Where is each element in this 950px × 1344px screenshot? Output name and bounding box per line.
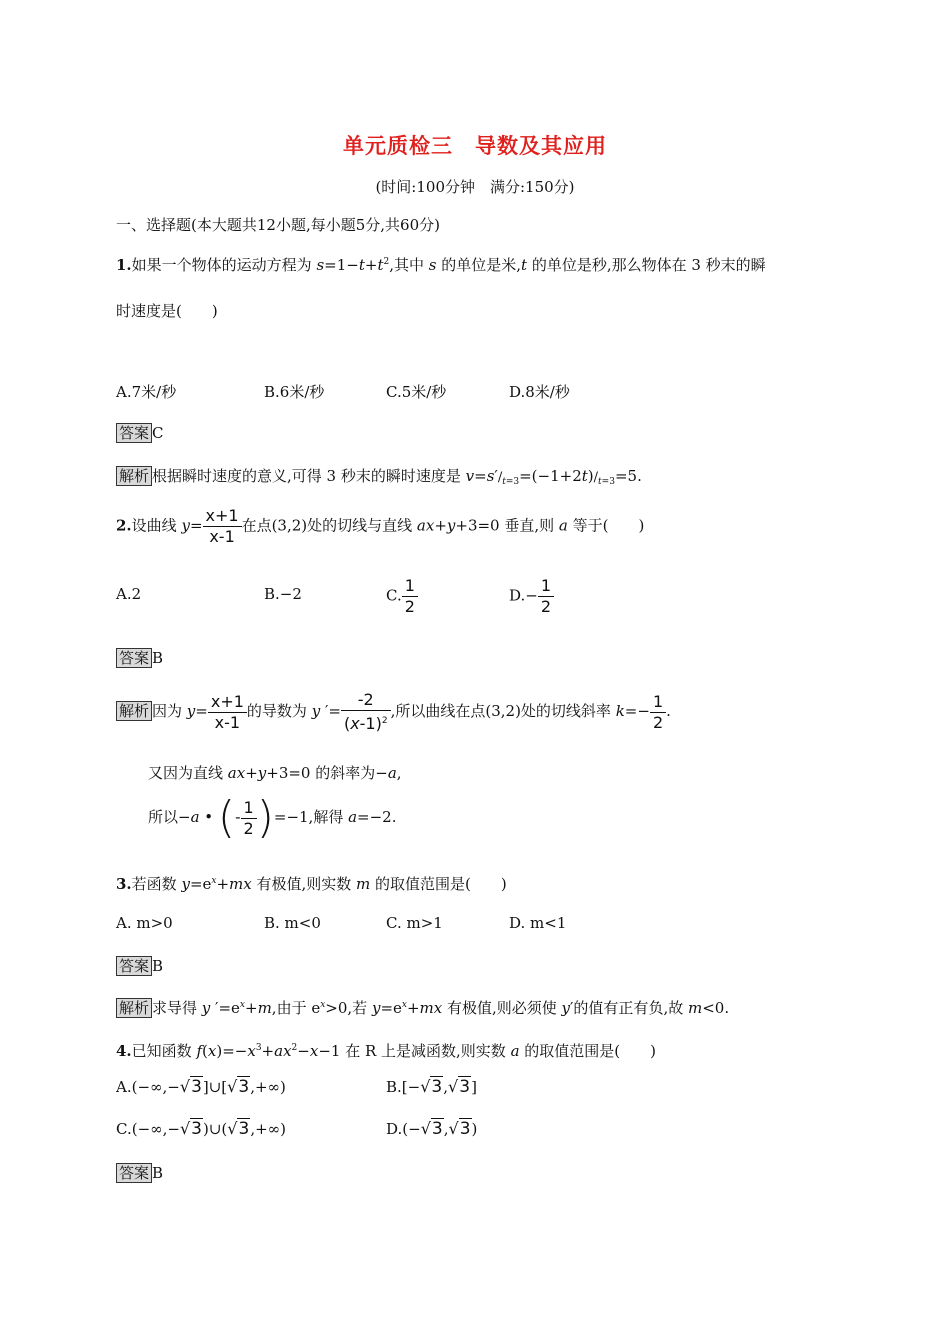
question-3-option-b: B. m<0 [264,914,321,932]
question-2-analysis-line2: 又因为直线 ax+y+3=0 的斜率为−a, [148,764,402,782]
page-title: 单元质检三 导数及其应用 [343,133,607,158]
question-1-option-d: D.8米/秒 [509,383,570,401]
question-3-stem: 3.若函数 $y=e^x+mx$ 有极值,则实数 m 的取值范围是( ) [116,875,507,893]
question-2-option-a: A.2 [116,585,142,603]
question-1-option-c: C.5米/秒 [386,383,447,401]
question-4-option-b: B.[−√3,√3] [386,1077,477,1097]
section-heading: 一、选择题(本大题共12小题,每小题5分,共60分) [116,216,440,234]
question-1-answer-value: C [152,424,164,442]
question-1-analysis: 解析 根据瞬时速度的意义,可得 3 秒末的瞬时速度是 $v=s'/_{t=3}=(-1+2t)/_{t=3}=5$. [116,465,642,487]
question-1-stem-line2: 时速度是( ) [116,302,218,320]
question-4-option-c: C.(−∞,−√3)∪(√3,+∞) [116,1119,286,1139]
question-2-answer: 答案 B [116,647,163,668]
question-3-option-c: C. m>1 [386,914,443,932]
question-3-option-d: D. m<1 [509,914,567,932]
answer-label: 答案 [116,423,152,443]
question-2-option-d: D.− $\frac{1}{2}$ [509,576,554,617]
question-4-option-a: A.(−∞,−√3]∪[√3,+∞) [116,1077,286,1097]
analysis-label: 解析 [116,466,152,486]
question-1-option-b: B.6米/秒 [264,383,325,401]
question-2-analysis: 解析 因为 y= $\frac{x+1}{x-1}$ 的导数为 y ′= $\frac{-2}{(x-1)^2}$ ,所以曲线在点(3,2)处的切线斜率 k=− $\frac{1}{2}$ . [116,690,671,734]
question-3-option-a: A. m>0 [116,914,173,932]
question-3-analysis: 解析 求导得 y $'=e^x+m$,由于 $e^x>0$,若 $y=e^x+mx$ 有极值,则必须使 y′的值有正有负,故 m<0. [116,997,729,1018]
question-2-option-b: B.−2 [264,585,302,603]
question-1-option-a: A.7米/秒 [116,383,177,401]
question-3-answer: 答案 B [116,955,163,976]
question-1-answer [116,422,164,443]
question-2-option-c: C. $\frac{1}{2}$ [386,576,418,617]
page-subtitle: (时间:100分钟 满分:150分) [375,178,575,196]
question-2-analysis-line3: 所以−a • (- $\frac{1}{2}$ )=−1,解得 a=−2. [148,792,397,843]
question-4-stem: 4.已知函数 $f(x)=-x^3+ax^2-x-1$ 在 R 上是减函数,则实数 a 的取值范围是( ) [116,1042,656,1060]
question-4-answer: 答案 B [116,1162,163,1183]
question-2-stem: 2.设曲线 y= $\frac{x+1}{x-1}$ 在点(3,2)处的切线与直线 ax+y+3=0 垂直,则 a 等于( ) [116,506,645,546]
question-1-stem: 1.如果一个物体的运动方程为 $s=1-t+t^2$,其中 s 的单位是米,t 的单位是秒,那么物体在 3 秒末的瞬 [116,256,766,274]
question-4-option-d: D.(−√3,√3) [386,1119,478,1139]
